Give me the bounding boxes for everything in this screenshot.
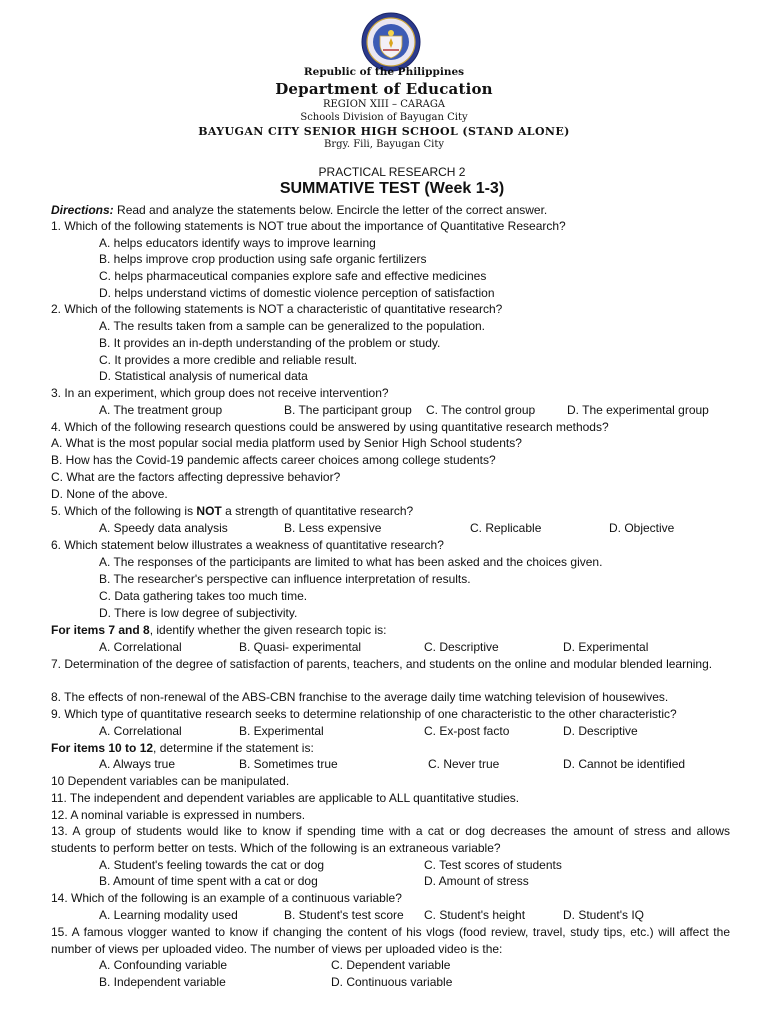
choice-b: B. The researcher's perspective can influence interpretation of results. [99, 572, 471, 586]
group-text: , determine if the statement is: [153, 741, 314, 755]
question-11: 11. The independent and dependent variables are applicable to ALL quantitative studies. [51, 791, 520, 805]
question-stem: 13. A group of students would like to know if spending time with a cat or dog decreases the amount of stress and allows students to perform better on tests. Which of the following is an extraneous variable? [51, 824, 730, 855]
choice-b: B. How has the Covid-19 pandemic affects career choices among college students? [51, 453, 496, 467]
choice-b: B. Quasi- experimental [239, 640, 362, 654]
division-line: Schools Division of Bayugan City [300, 112, 468, 123]
choice-d: D. helps understand victims of domestic violence perception of satisfaction [99, 286, 495, 300]
choice-b: B. Less expensive [284, 521, 382, 535]
choice-d: D. Student's IQ [563, 908, 644, 922]
choice-b: B. The participant group [284, 403, 412, 417]
choice-c: C. helps pharmaceutical companies explore safe and effective medicines [99, 269, 487, 283]
choice-c: C. Test scores of students [424, 858, 562, 872]
choice-d: D. Descriptive [563, 724, 638, 738]
group-text: , identify whether the given research topic is: [149, 623, 387, 637]
choice-b: B. Sometimes true [239, 757, 338, 771]
group-instruction [51, 740, 314, 757]
group-label: For items 10 to 12 [51, 741, 154, 755]
subject-title: PRACTICAL RESEARCH 2 [318, 165, 466, 179]
choice-a: A. Correlational [99, 640, 182, 654]
question-12: 12. A nominal variable is expressed in numbers. [51, 808, 306, 822]
choice-a: A. helps educators identify ways to improve learning [99, 236, 376, 250]
stem-text: a strength of quantitative research? [221, 504, 414, 518]
department-name: Department of Education [275, 80, 493, 98]
choice-d: D. Experimental [563, 640, 649, 654]
choice-a: A. The treatment group [99, 403, 223, 417]
group-instruction [51, 622, 387, 639]
choice-b: B. helps improve crop production using safe organic fertilizers [99, 252, 427, 266]
school-name: BAYUGAN CITY SENIOR HIGH SCHOOL (STAND ALONE) [198, 125, 570, 138]
directions [51, 202, 547, 219]
deped-seal-icon [361, 12, 421, 72]
choice-a: A. Correlational [99, 724, 182, 738]
republic-line: Republic of the Philippines [303, 66, 465, 78]
choice-c: C. Data gathering takes too much time. [99, 589, 308, 603]
question-8: 8. The effects of non-renewal of the ABS-CBN franchise to the average daily time watching television of housewives. [51, 690, 669, 704]
choice-b: B. Amount of time spent with a cat or dog [99, 874, 318, 888]
choice-a: A. Confounding variable [99, 958, 228, 972]
choice-c: C. Replicable [470, 521, 542, 535]
question-stem: 2. Which of the following statements is NOT a characteristic of quantitative research? [51, 302, 503, 316]
choice-d: D. Continuous variable [331, 975, 453, 989]
choice-d: D. Statistical analysis of numerical data [99, 369, 308, 383]
stem-emphasis: NOT [196, 504, 222, 518]
question-stem: 9. Which type of quantitative research seeks to determine relationship of one characteristic to the other characteristic? [51, 707, 677, 721]
choice-d: D. There is low degree of subjectivity. [99, 606, 298, 620]
choice-c: C. The control group [426, 403, 536, 417]
question-10: 10 Dependent variables can be manipulated. [51, 774, 290, 788]
choice-b: B. Student's test score [284, 908, 404, 922]
choice-d: D. Objective [609, 521, 675, 535]
stem-text: 5. Which of the following is [51, 504, 197, 518]
question-stem: 1. Which of the following statements is NOT true about the importance of Quantitative Research? [51, 219, 566, 233]
choice-c: C. Dependent variable [331, 958, 451, 972]
question-stem: 14. Which of the following is an example of a continuous variable? [51, 891, 402, 905]
directions-label: Directions: [51, 203, 114, 217]
question-stem [51, 503, 413, 520]
school-address: Brgy. Fili, Bayugan City [324, 139, 444, 150]
choice-c: C. Student's height [424, 908, 526, 922]
choice-c: C. What are the factors affecting depressive behavior? [51, 470, 341, 484]
choice-b: B. Independent variable [99, 975, 226, 989]
choice-c: C. Descriptive [424, 640, 499, 654]
choice-c: C. Ex-post facto [424, 724, 510, 738]
question-7: 7. Determination of the degree of satisfaction of parents, teachers, and students on the online and modular blended learning. [51, 657, 713, 671]
choice-a: A. What is the most popular social media platform used by Senior High School students? [51, 436, 522, 450]
question-stem: 4. Which of the following research questions could be answered by using quantitative research methods? [51, 420, 609, 434]
choice-d: D. None of the above. [51, 487, 168, 501]
choice-d: D. Amount of stress [424, 874, 529, 888]
question-stem: 15. A famous vlogger wanted to know if changing the content of his vlogs (food review, travel, study tips, etc.) will affect the number of views per uploaded video. The number of views per uploaded video is the: [51, 925, 730, 956]
region-line: REGION XIII – CARAGA [322, 99, 446, 110]
choice-a: A. Student's feeling towards the cat or dog [99, 858, 325, 872]
choice-a: A. The responses of the participants are limited to what has been asked and the choices given. [99, 555, 603, 569]
choice-b: B. Experimental [239, 724, 324, 738]
choice-a: A. Learning modality used [99, 908, 238, 922]
choice-d: D. The experimental group [567, 403, 709, 417]
directions-text: Read and analyze the statements below. Encircle the letter of the correct answer. [113, 203, 548, 217]
test-title: SUMMATIVE TEST (Week 1-3) [279, 180, 505, 197]
choice-a: A. The results taken from a sample can be generalized to the population. [99, 319, 486, 333]
choice-b: B. It provides an in-depth understanding of the problem or study. [99, 336, 441, 350]
choice-d: D. Cannot be identified [563, 757, 686, 771]
choice-c: C. Never true [428, 757, 500, 771]
choice-a: A. Speedy data analysis [99, 521, 228, 535]
question-stem: 6. Which statement below illustrates a weakness of quantitative research? [51, 538, 444, 552]
group-label: For items 7 and 8 [51, 623, 150, 637]
choice-a: A. Always true [99, 757, 176, 771]
choice-c: C. It provides a more credible and reliable result. [99, 353, 358, 367]
question-stem: 3. In an experiment, which group does not receive intervention? [51, 386, 389, 400]
